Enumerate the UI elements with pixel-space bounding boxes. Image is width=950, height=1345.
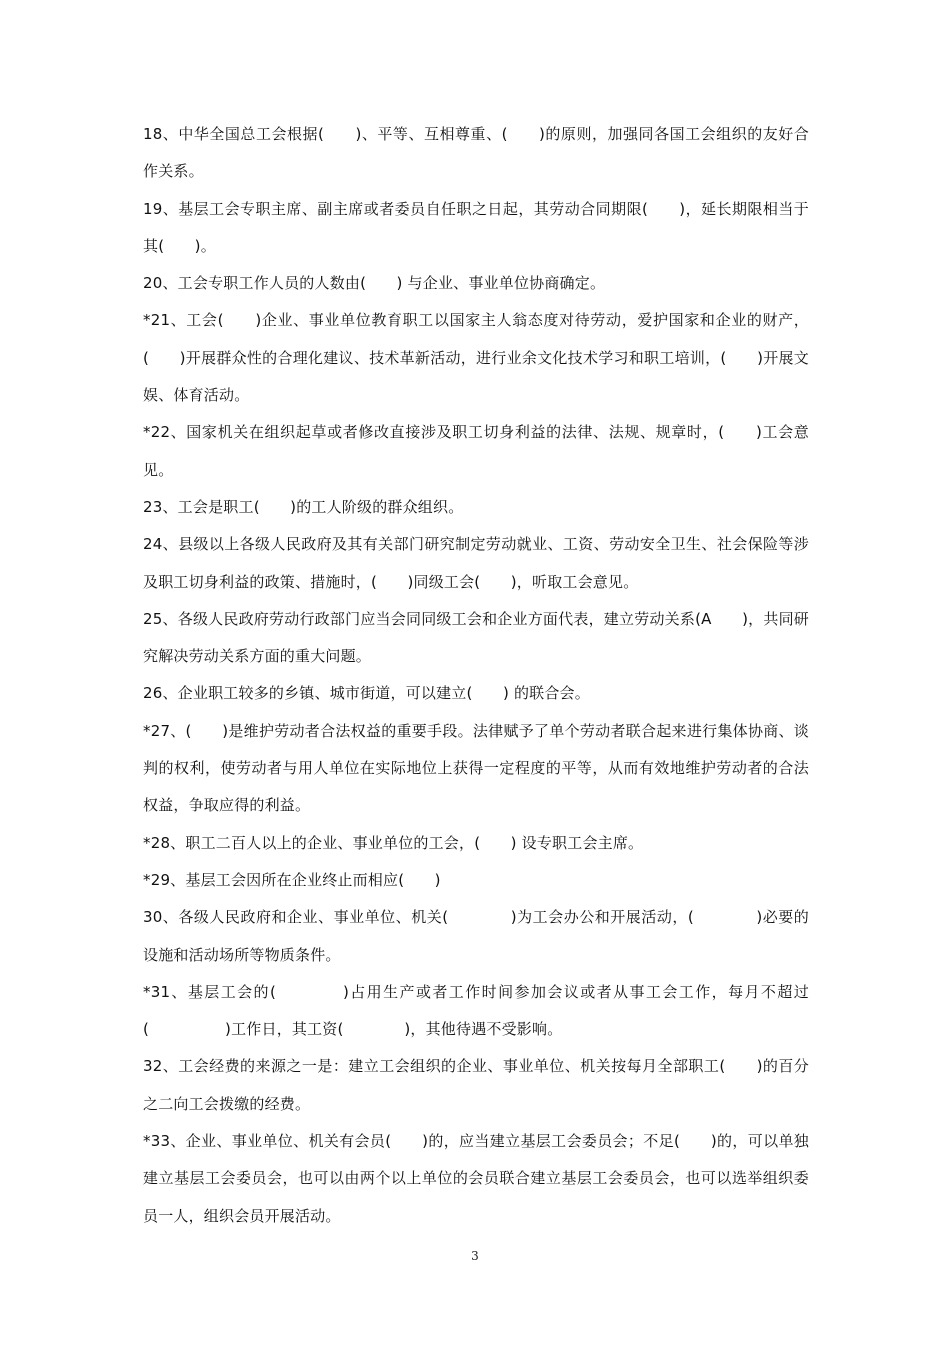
question-26: 26、企业职工较多的乡镇、城市街道，可以建立( ) 的联合会。 (143, 684, 590, 703)
question-22: *22、国家机关在组织起草或者修改直接涉及职工切身利益的法律、法规、规章时，( )工会意见。 (143, 423, 809, 479)
question-18: 18、中华全国总工会根据( )、平等、互相尊重、( )的原则，加强同各国工会组织的友好合作关系。 (143, 125, 809, 181)
question-30: 30、各级人民政府和企业、事业单位、机关( )为工会办公和开展活动，( )必要的设施和活动场所等物质条件。 (143, 908, 809, 964)
question-31: *31、基层工会的( )占用生产或者工作时间参加会议或者从事工会工作，每月不超过( )工作日，其工资( )，其他待遇不受影响。 (143, 982, 809, 1039)
question-32: 32、工会经费的来源之一是：建立工会组织的企业、事业单位、机关按每月全部职工( )的百分之二向工会拨缴的经费。 (143, 1057, 809, 1113)
page-number: 3 (471, 1249, 479, 1263)
question-25: 25、各级人民政府劳动行政部门应当会同同级工会和企业方面代表，建立劳动关系(A )，共同研究解决劳动关系方面的重大问题。 (143, 609, 809, 666)
question-20: 20、工会专职工作人员的人数由( ) 与企业、事业单位协商确定。 (143, 274, 606, 293)
question-27: *27、( )是维护劳动者合法权益的重要手段。法律赋予了单个劳动者联合起来进行集体协商、谈判的权利，使劳动者与用人单位在实际地位上获得一定程度的平等，从而有效地维护劳动者的合法权益，争取应得的利益。 (143, 721, 809, 815)
question-list (143, 116, 809, 1235)
question-23: 23、工会是职工( )的工人阶级的群众组织。 (143, 497, 464, 516)
question-29: *29、基层工会因所在企业终止而相应( ) (143, 870, 441, 889)
question-21: *21、工会( )企业、事业单位教育职工以国家主人翁态度对待劳动，爱护国家和企业的财产，( )开展群众性的合理化建议、技术革新活动，进行业余文化技术学习和职工培训，( )开展文娱、体育活动。 (143, 311, 809, 405)
question-19: 19、基层工会专职主席、副主席或者委员自任职之日起，其劳动合同期限( )，延长期限相当于其( )。 (143, 199, 809, 255)
question-28: *28、职工二百人以上的企业、事业单位的工会，( ) 设专职工会主席。 (143, 833, 644, 852)
question-24: 24、县级以上各级人民政府及其有关部门研究制定劳动就业、工资、劳动安全卫生、社会保险等涉及职工切身利益的政策、措施时，( )同级工会( )，听取工会意见。 (143, 535, 809, 591)
question-33: *33、企业、事业单位、机关有会员( )的，应当建立基层工会委员会；不足( )的，可以单独建立基层工会委员会，也可以由两个以上单位的会员联合建立基层工会委员会，也可以选举组织委员一人，组织会员开展活动。 (143, 1132, 809, 1225)
